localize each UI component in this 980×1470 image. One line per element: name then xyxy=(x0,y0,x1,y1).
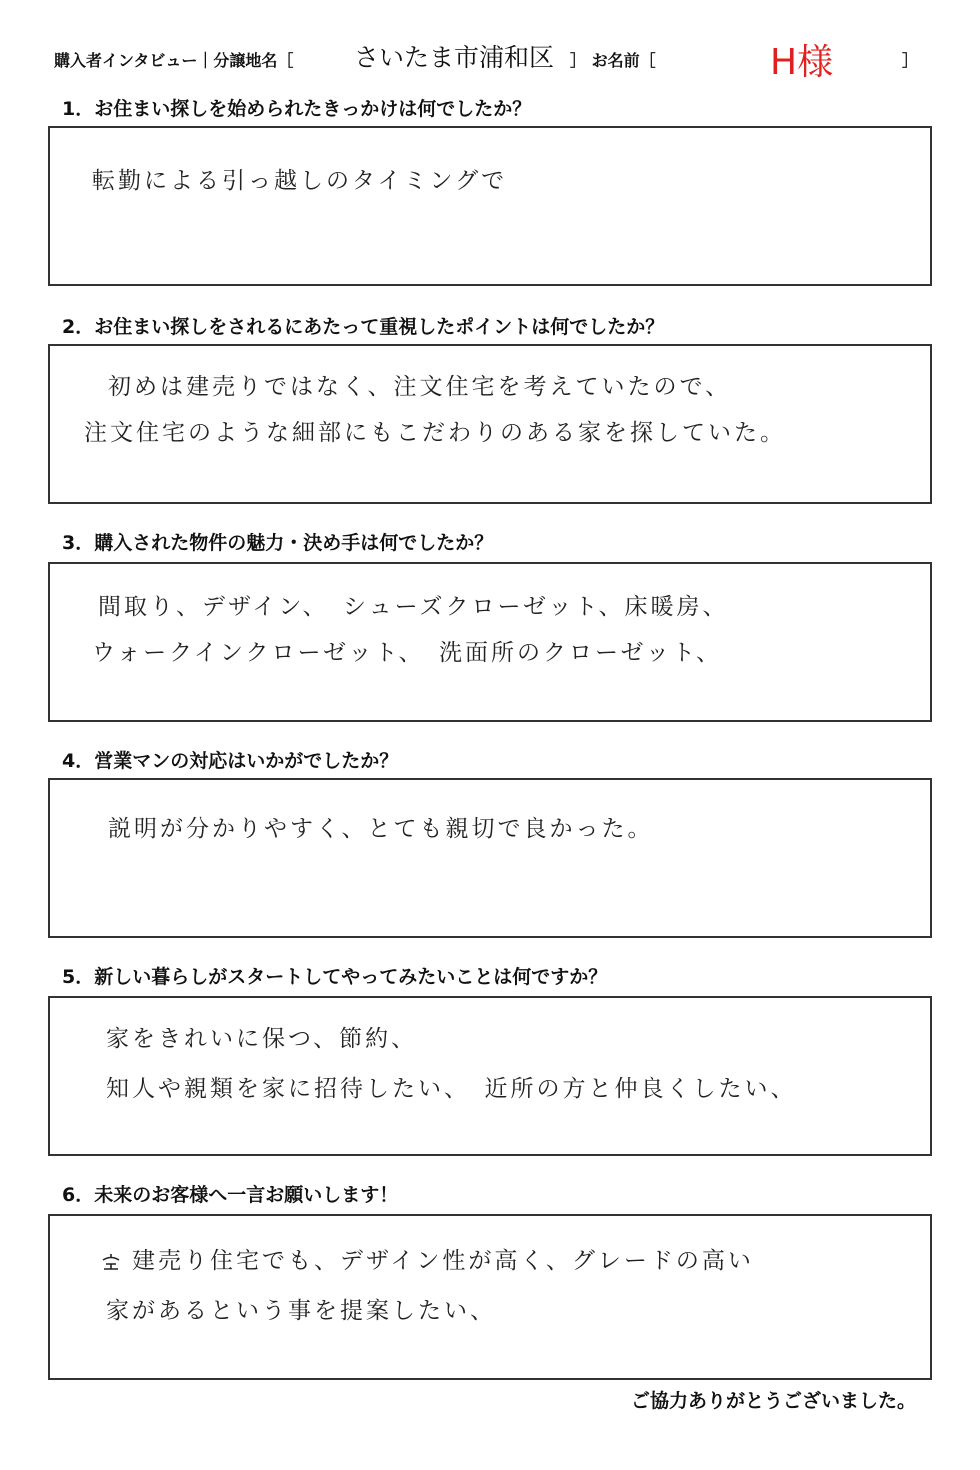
question-6: 6．未来のお客様へ一言お願いします！ xyxy=(62,1184,399,1206)
question-3: 3．購入された物件の魅力・決め手は何でしたか？ xyxy=(62,532,494,554)
answer-box-1 xyxy=(48,126,932,286)
question-4: 4．営業マンの対応はいかがでしたか？ xyxy=(62,750,399,772)
answer-5-line-1: 家をきれいに保つ、節約、 xyxy=(106,1026,418,1052)
question-5: 5．新しい暮らしがスタートしてやってみたいことは何ですか？ xyxy=(62,966,608,988)
form-title: 購入者インタビュー｜分譲地名［ xyxy=(54,51,294,70)
question-2: 2．お住まい探しをされるにあたって重視したポイントは何でしたか？ xyxy=(62,316,665,338)
customer-name: H様 xyxy=(770,42,834,83)
answer-box-6 xyxy=(48,1214,932,1380)
answer-2-line-2: 注文住宅のような細部にもこだわりのある家を探していた。 xyxy=(84,420,786,446)
answer-1-line-1: 転勤による引っ越しのタイミングで xyxy=(92,168,508,194)
answer-4-line-1: 説明が分かりやすく、とても親切で良かった。 xyxy=(108,816,654,842)
answer-3-line-2: ウォークインクローゼット、 洗面所のクローゼット、 xyxy=(92,640,722,666)
name-label: ］ お名前［ xyxy=(570,51,656,70)
answer-box-2 xyxy=(48,344,932,504)
answer-6-line-2: 家があるという事を提案したい、 xyxy=(106,1298,496,1324)
answer-5-line-2: 知人や親類を家に招待したい、 近所の方と仲良くしたい、 xyxy=(106,1076,797,1102)
header xyxy=(54,38,934,83)
close-bracket: ］ xyxy=(902,51,919,70)
thanks-message: ご協力ありがとうございました。 xyxy=(630,1390,916,1412)
answer-box-4 xyxy=(48,778,932,938)
answer-3-line-1: 間取り、デザイン、 シューズクローゼット、床暖房、 xyxy=(98,594,729,620)
answer-box-3 xyxy=(48,562,932,722)
answer-6-line-1: 建売り住宅でも、デザイン性が高く、グレードの高い xyxy=(100,1242,754,1275)
answer-2-line-1: 初めは建売りではなく、注文住宅を考えていたので、 xyxy=(108,374,732,400)
area-name: さいたま市浦和区 xyxy=(354,43,555,72)
question-1: 1．お住まい探しを始められたきっかけは何でしたか？ xyxy=(62,98,532,120)
sprout-mark-icon xyxy=(100,1252,122,1272)
answer-box-5 xyxy=(48,996,932,1156)
